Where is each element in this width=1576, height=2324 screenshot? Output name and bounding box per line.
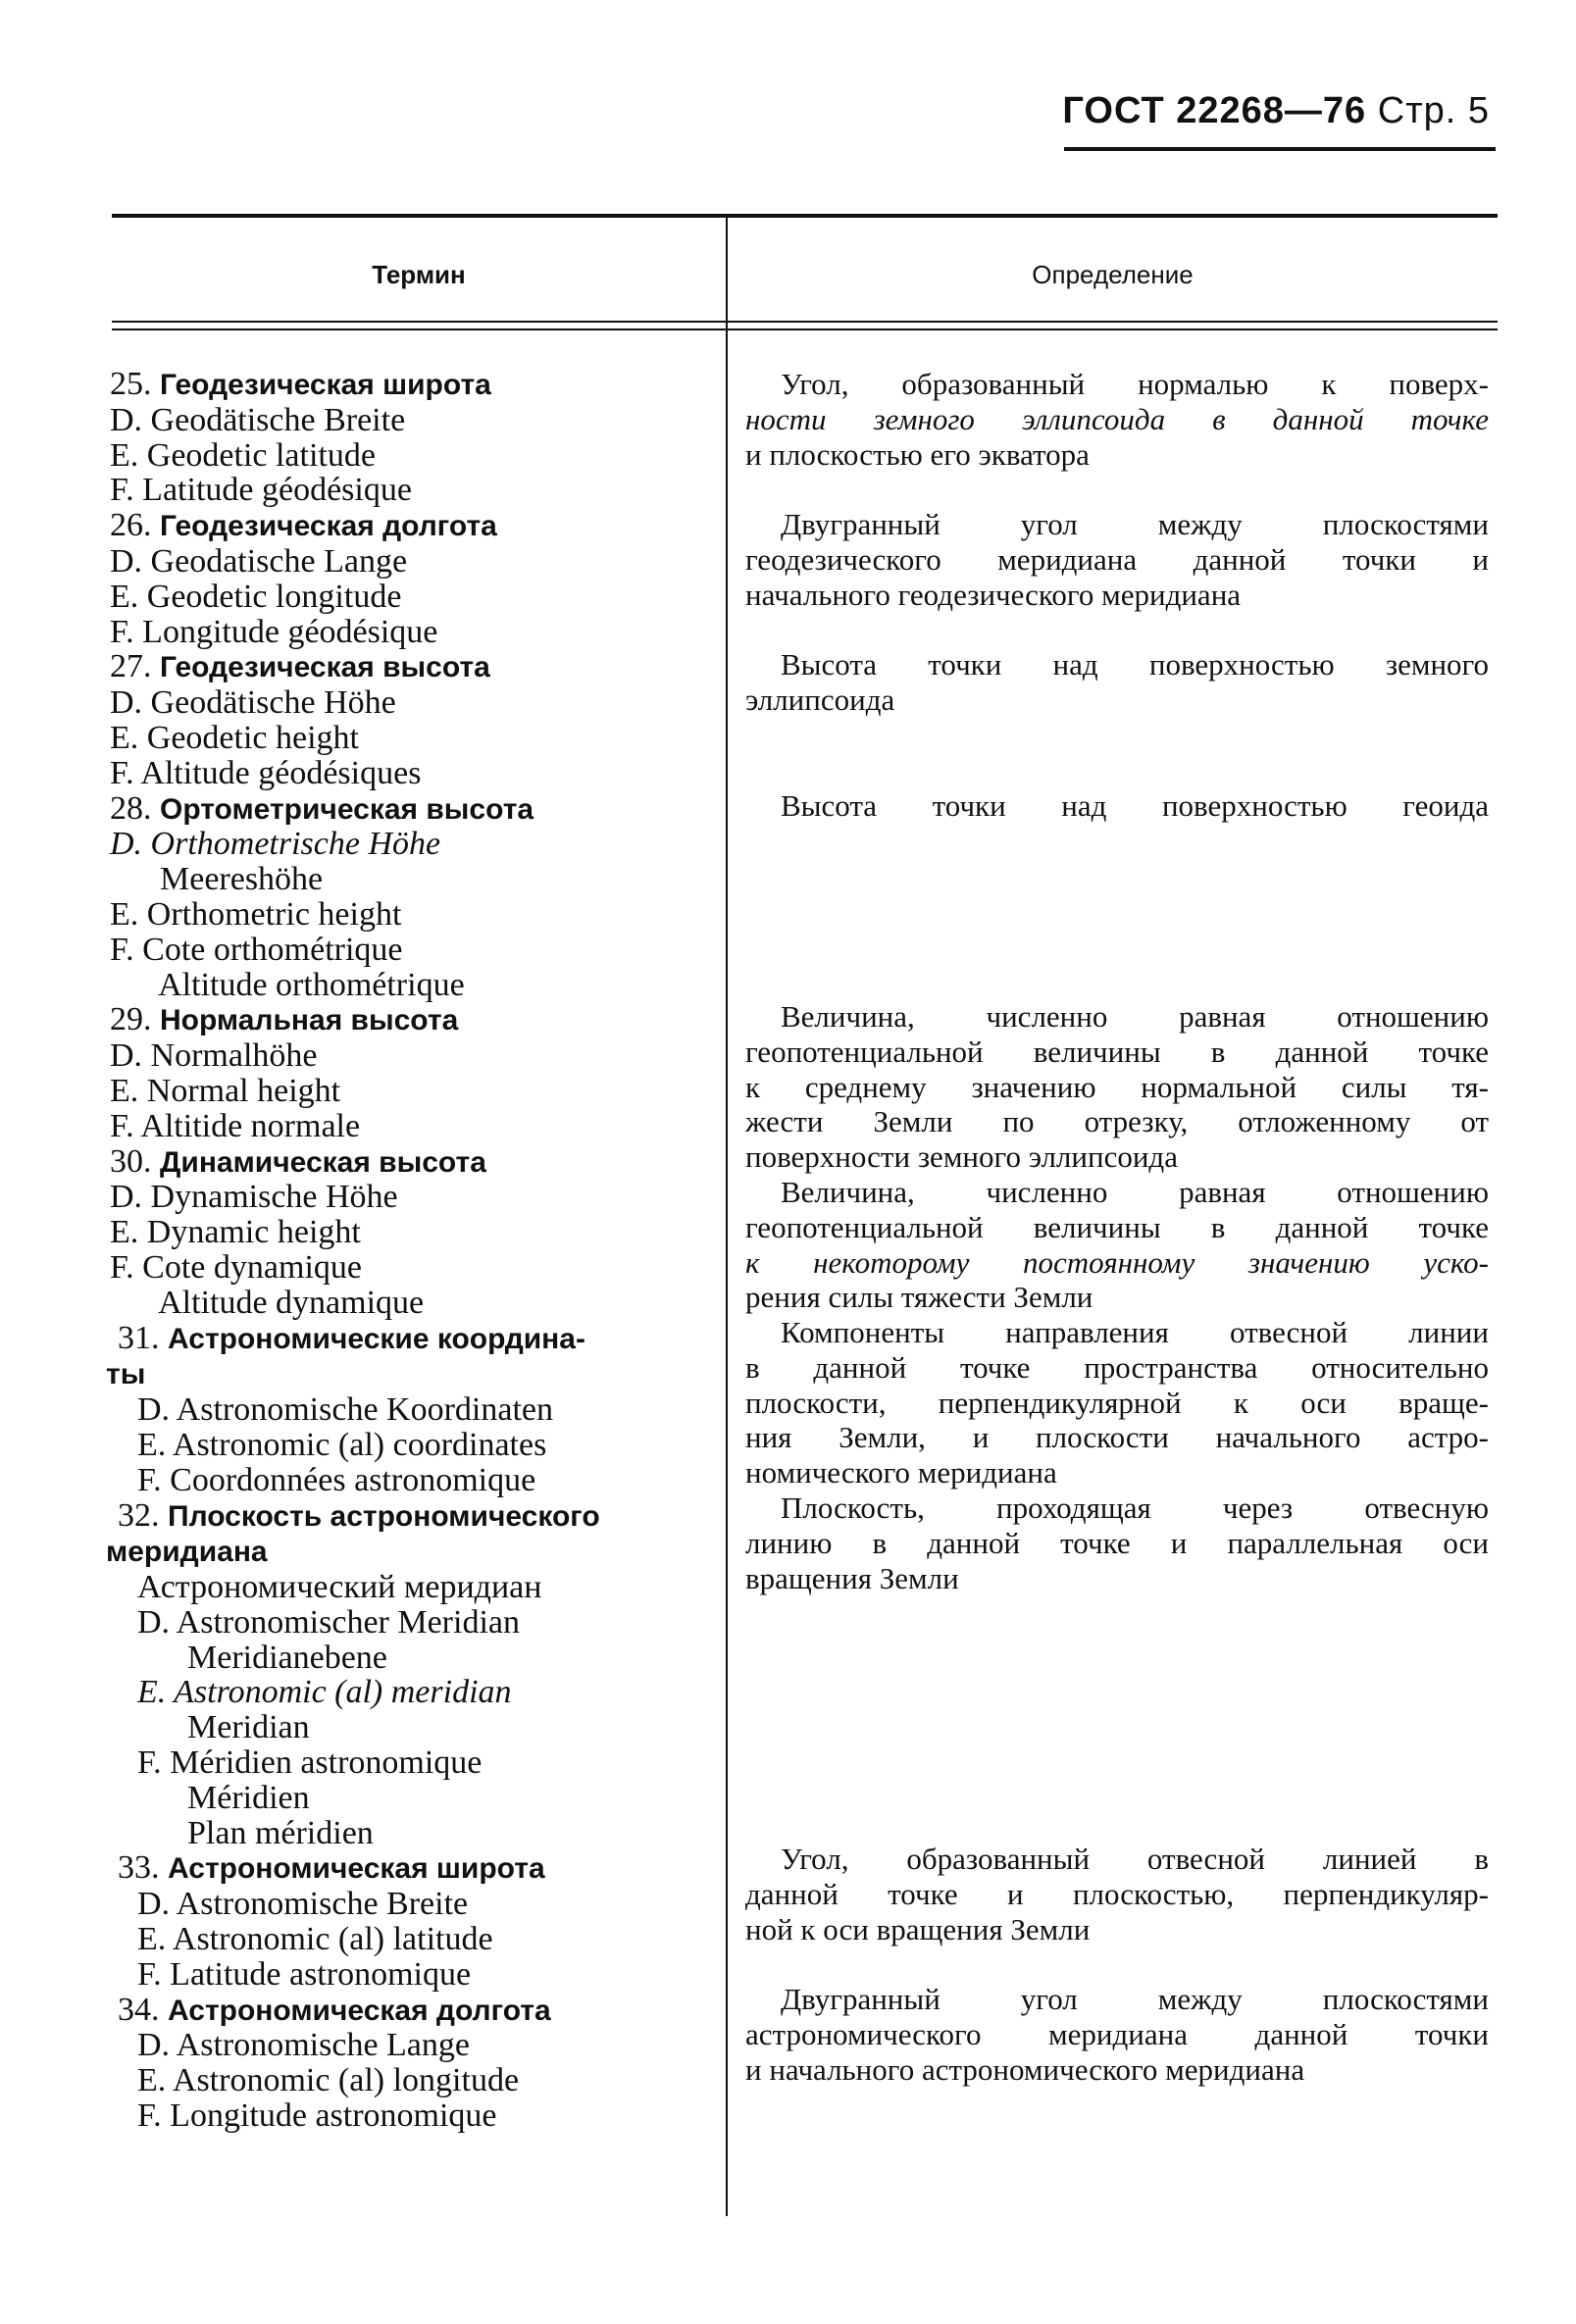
term-line: F. Cote dynamique [110,1248,362,1286]
term-heading: 31. Астрономические координа- [118,1319,585,1356]
definition-33: Угол, образованный отвесной линией в данной точке и плоскостью, перпендикуляр- ной к оси вращения Земли [745,1842,1489,1946]
term-line: Астрономический меридиан [137,1569,542,1606]
term-line: E. Dynamic height [110,1214,361,1251]
term-heading: 28. Ортометрическая высота [110,789,534,827]
page-header [1062,90,1490,132]
term-line: F. Méridien astronomique [137,1744,483,1782]
term-heading-cont: ты [106,1358,146,1391]
term-line: D. Geodätische Höhe [110,684,396,722]
term-heading: 30. Динамическая высота [110,1142,486,1180]
term-heading: 29. Нормальная высота [110,1001,459,1038]
term-line: Plan méridien [137,1814,374,1851]
term-line: F. Latitude géodésique [110,472,412,509]
header-rule [1064,147,1496,151]
term-line: E. Geodetic height [110,719,359,756]
term-line: Meridianebene [137,1639,387,1676]
definition-30: Величина, численно равная отношению геопотенциальной величины в данной точке к некоторому постоянному значению уско- рения силы тяжести Земли [745,1175,1489,1315]
terms-column [106,366,698,2135]
definition-31: Компоненты направления отвесной линии в данной точке пространства относительно плоскости, перпендикулярной к оси враще- ния Земли, и плоскости начального астро- номического меридиана [745,1315,1489,1490]
term-column-header: Термин [372,260,466,289]
term-line: E. Astronomic (al) longitude [137,2062,520,2099]
page-number: Стр. 5 [1377,90,1490,131]
term-heading: 26. Геодезическая долгота [110,507,497,544]
definition-34: Двугранный угол между плоскостями астрономического меридиана данной точки и начального астрономического меридиана [745,1982,1489,2087]
definition-28: Высота точки над поверхностью геоида [781,788,1489,823]
term-line: D. Astronomische Breite [137,1886,469,1923]
term-heading: 32. Плоскость астрономического [118,1496,600,1534]
definition-27: Высота точки над поверхностью земного эллипсоида [745,647,1489,717]
definition-29: Величина, численно равная отношению геопотенциальной величины в данной точке к среднему значению нормальной силы тя- жести Земли по отрезку, отложенному от поверхности земного эллипсоида [745,999,1489,1175]
standard-number: ГОСТ 22268—76 [1062,90,1367,131]
term-line: D. Geodatische Lange [110,542,408,580]
term-line: F. Longitude astronomique [137,2097,497,2135]
term-heading: 27. Геодезическая высота [110,648,490,685]
term-line: E. Astronomic (al) latitude [137,1921,493,1958]
term-line: F. Longitude géodésique [110,613,438,650]
term-heading: 25. Геодезическая широта [110,366,491,402]
definition-25: Угол, образованный нормалью к поверх- ности земного эллипсоида в данной точке и плоскостью его экватора [745,367,1489,472]
term-line: Altitude dynamique [110,1284,425,1321]
term-line: Meridian [137,1709,310,1746]
term-line: E. Normal height [110,1072,341,1109]
term-line: D. Astronomischer Meridian [137,1603,520,1641]
term-line: D. Astronomische Lange [137,2027,470,2064]
term-line: E. Geodetic latitude [110,436,376,474]
term-line: F. Cote orthométrique [110,931,403,968]
term-line: D. Dynamische Höhe [110,1179,398,1216]
term-heading-cont: меридиана [106,1536,268,1569]
term-heading: 33. Астрономическая широта [118,1849,545,1887]
definition-32: Плоскость, проходящая через отвесную линию в данной точке и параллельная оси вращения Земли [745,1490,1489,1595]
term-line: E. Geodetic longitude [110,578,402,615]
table-header-rule [112,321,1498,330]
term-heading: 34. Астрономическая долгота [118,1991,551,2028]
definition-26: Двугранный угол между плоскостями геодезического меридиана данной точки и начального геодезического меридиана [745,507,1489,612]
term-line: Meereshöhe [110,861,324,898]
term-line: F. Coordonnées astronomique [137,1461,536,1498]
term-line: Méridien [137,1779,310,1816]
term-line: E. Astronomic (al) coordinates [137,1426,547,1463]
term-line: E. Orthometric height [110,895,402,933]
term-line: F. Altitide normale [110,1107,361,1144]
term-line: D. Orthometrische Höhe [110,826,441,863]
term-line: F. Altitude géodésiques [110,754,422,791]
term-line: D. Astronomische Koordinaten [137,1391,553,1429]
term-line: Altitude orthométrique [110,966,465,1003]
term-line: D. Geodätische Breite [110,401,406,438]
term-line: D. Normalhöhe [110,1037,318,1075]
definition-column-header: Определение [1032,260,1194,289]
column-divider [726,216,728,2216]
table-top-rule [112,214,1498,218]
term-line: E. Astronomic (al) meridian [137,1674,512,1711]
term-line: F. Latitude astronomique [137,1955,472,1993]
